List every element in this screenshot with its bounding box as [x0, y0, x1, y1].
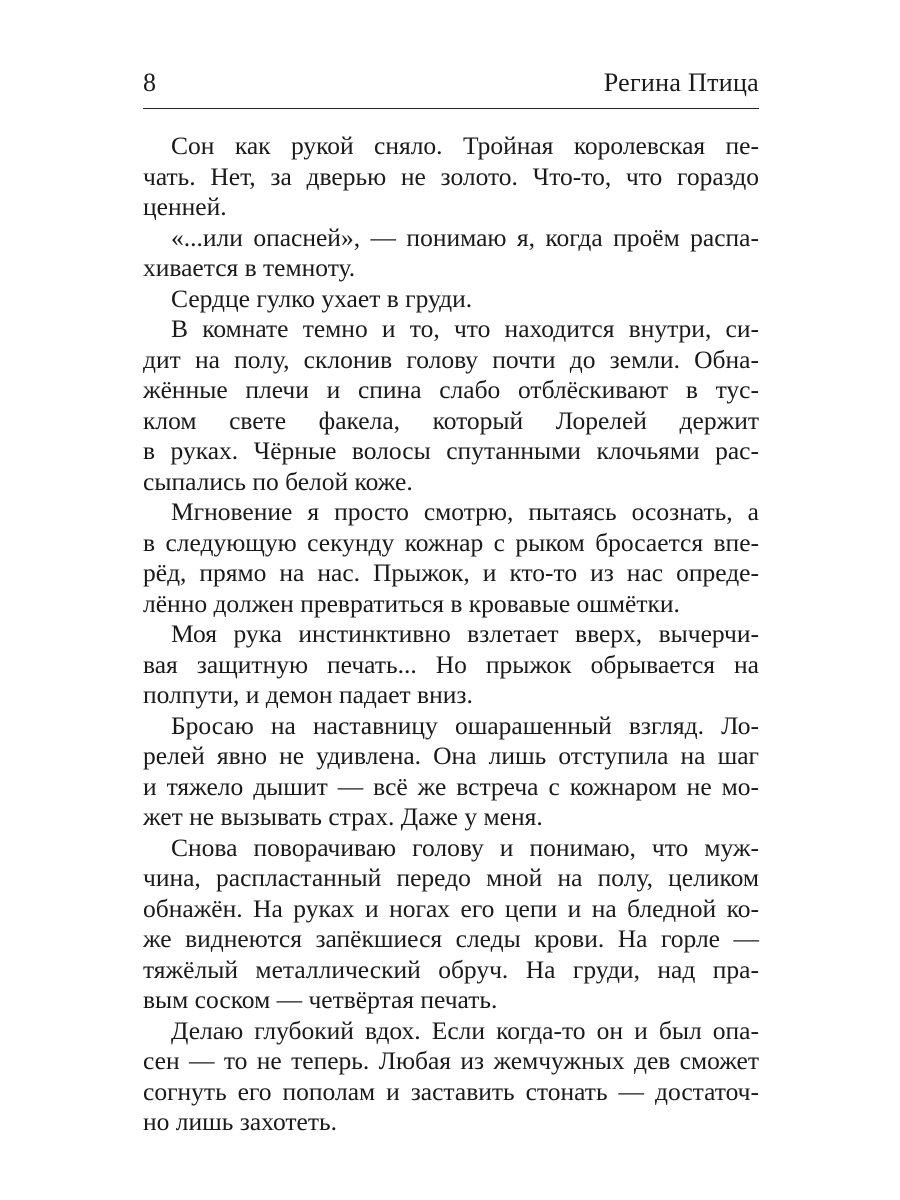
text-line: клом свете факела, который Лорелей держит [143, 405, 759, 435]
text-line: Бросаю на наставницу ошарашенный взгляд. Ло- [171, 710, 759, 740]
text-line: жет не вызывать страх. Даже у меня. [143, 802, 543, 831]
text-line: релей явно не удивлена. Она лишь отступила на шаг [143, 741, 759, 770]
text-line: жённые плечи и спина слабо отблёскивают в тус- [143, 375, 759, 404]
text-line: ценней. [143, 192, 227, 221]
text-line: согнуть его пополам и заставить стонать — достаточ- [143, 1076, 759, 1106]
text-line: «...или опасней», — понимаю я, когда проём распа- [171, 222, 759, 252]
text-line: вым соском — четвёртая печать. [143, 985, 498, 1014]
text-line: сыпались по белой коже. [143, 466, 413, 496]
text-line: Мгновение я просто смотрю, пытаясь осознать, а [171, 497, 759, 526]
text-line: же виднеются запёкшиеся следы крови. На горле — [143, 924, 759, 953]
text-line: вая защитную печать... Но прыжок обрывается на [143, 649, 759, 679]
text-line: хивается в темноту. [143, 253, 356, 282]
text-line: Сердце гулко ухает в груди. [171, 283, 473, 313]
text-line: лённо должен превратиться в кровавые ошмётки. [143, 588, 680, 618]
text-line: полпути, и демон падает вниз. [143, 680, 473, 709]
text-line: Моя рука инстинктивно взлетает вверх, вычерчи- [171, 619, 759, 648]
text-line: в следующую секунду кожнар с рыком бросается впе- [143, 527, 759, 557]
body-text [143, 131, 759, 1138]
text-line: тяжёлый металлический обруч. На груди, над пра- [143, 954, 759, 984]
text-line: и тяжело дышит — всё же встреча с кожнаром не мо- [143, 771, 759, 801]
text-line: чина, распластанный передо мной на полу, целиком [143, 863, 759, 892]
text-line: чать. Нет, за дверью не золото. Что-то, что гораздо [143, 161, 759, 191]
running-head: Регина Птица [603, 68, 759, 97]
text-line: рёд, прямо на нас. Прыжок, и кто-то из нас опреде- [143, 558, 759, 587]
text-line: обнажён. На руках и ногах его цепи и на бледной ко- [143, 893, 759, 923]
text-line: Снова поворачиваю голову и понимаю, что муж- [171, 832, 759, 862]
text-line: но лишь захотеть. [143, 1107, 337, 1136]
page-number: 8 [143, 68, 156, 97]
text-line: Сон как рукой сняло. Тройная королевская пе- [171, 131, 759, 160]
text-line: Делаю глубокий вдох. Если когда-то он и был опа- [171, 1015, 759, 1045]
page-header [143, 64, 759, 109]
text-line: в руках. Чёрные волосы спутанными клочьями рас- [143, 436, 759, 465]
text-line: дит на полу, склонив голову почти до земли. Обна- [143, 344, 759, 374]
text-line: сен — то не теперь. Любая из жемчужных дев сможет [143, 1046, 759, 1075]
text-line: В комнате темно и то, что находится внутри, си- [171, 314, 759, 343]
